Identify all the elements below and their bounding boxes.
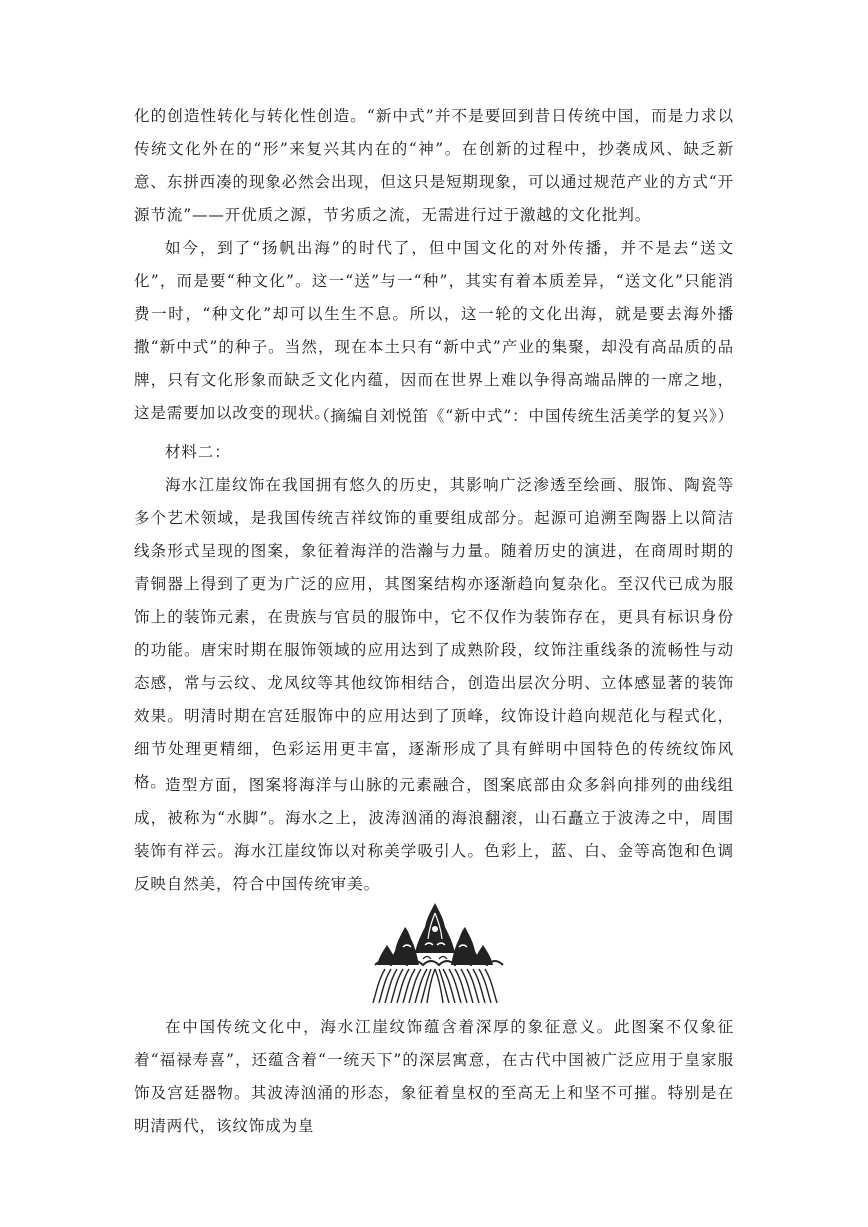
paragraph-3: 海水江崖纹饰在我国拥有悠久的历史，其影响广泛渗透至绘画、服饰、陶瓷等多个艺术领域，是我国传统吉祥纹饰的重要组成部分。起源可追溯至陶器上以简洁线条形式呈现的图案，象征着海洋的浩瀚与力量。随着历史的演进，在商周时期的青铜器上得到了更为广泛的应用，其图案结构亦逐渐趋向复杂化。至汉代已成为服饰上的装饰元素，在贵族与官员的服饰中，它不仅作为装饰存在，更具有标识身份的功能。唐宋时期在服饰领域的应用达到了成熟阶段，纹饰注重线条的流畅性与动态感，常与云纹、龙凤纹等其他纹饰相结合，创造出层次分明、立体感显著的装饰效果。明清时期在宫廷服饰中的应用达到了顶峰，纹饰设计趋向规范化与程式化，细节处理更精细，色彩运用更丰富，逐渐形成了具有鲜明中国特色的传统纹饰风格。 xyxy=(134,476,734,791)
paragraph-2: 如今，到了“扬帆出海”的时代了，但中国文化的对外传播，并不是去“送文化”，而是要“种文化”。这一“送”与一“种”，其实有着本质差异，“送文化”只能消费一时，“种文化”却可以生生不息。所以，这一轮的文化出海，就是要去海外播撒“新中式”的种子。当然，现在本土只有“新中式”产业的集聚，却没有高品质的品牌，只有文化形象而缺乏文化内蕴，因而在世界上难以争得高端品牌的一席之地，这是需要加以改变的现状。 xyxy=(134,239,734,422)
source-citation: （摘编自刘悦笛《“新中式”：中国传统生活美学的复兴》） xyxy=(314,407,734,425)
paragraph-5: 在中国传统文化中，海水江崖纹饰蕴含着深厚的象征意义。此图案不仅象征着“福禄寿喜”，还蕴含着“一统天下”的深层寓意，在古代中国被广泛应用于皇家服饰及宫廷器物。其波涛汹涌的形态，象征着皇权的至高无上和坚不可摧。特别是在明清两代，该纹饰成为皇 xyxy=(134,1018,734,1135)
paragraph-1: 化的创造性转化与转化性创造。“新中式”并不是要回到昔日传统中国，而是力求以传统文化外在的“形”来复兴其内在的“神”。在创新的过程中，抄袭成风、缺乏新意、东拼西凑的现象必然会出现，但这只是短期现象，可以通过规范产业的方式“开源节流”——开优质之源，节劣质之流，无需进行过于激越的文化批判。 xyxy=(134,107,734,224)
sea-wave-cliff-pattern-icon xyxy=(365,899,505,1003)
section-heading: 材料二： xyxy=(165,443,231,461)
paragraph-4: 造型方面，图案将海洋与山脉的元素融合，图案底部由众多斜向排列的曲线组成，被称为“水脚”。海水之上，波涛汹涌的海浪翻滚，山石矗立于波涛之中，周围装饰有祥云。海水江崖纹饰以对称美学吸引人。色彩上，蓝、白、金等高饱和色调反映自然美，符合中国传统审美。 xyxy=(134,776,734,893)
